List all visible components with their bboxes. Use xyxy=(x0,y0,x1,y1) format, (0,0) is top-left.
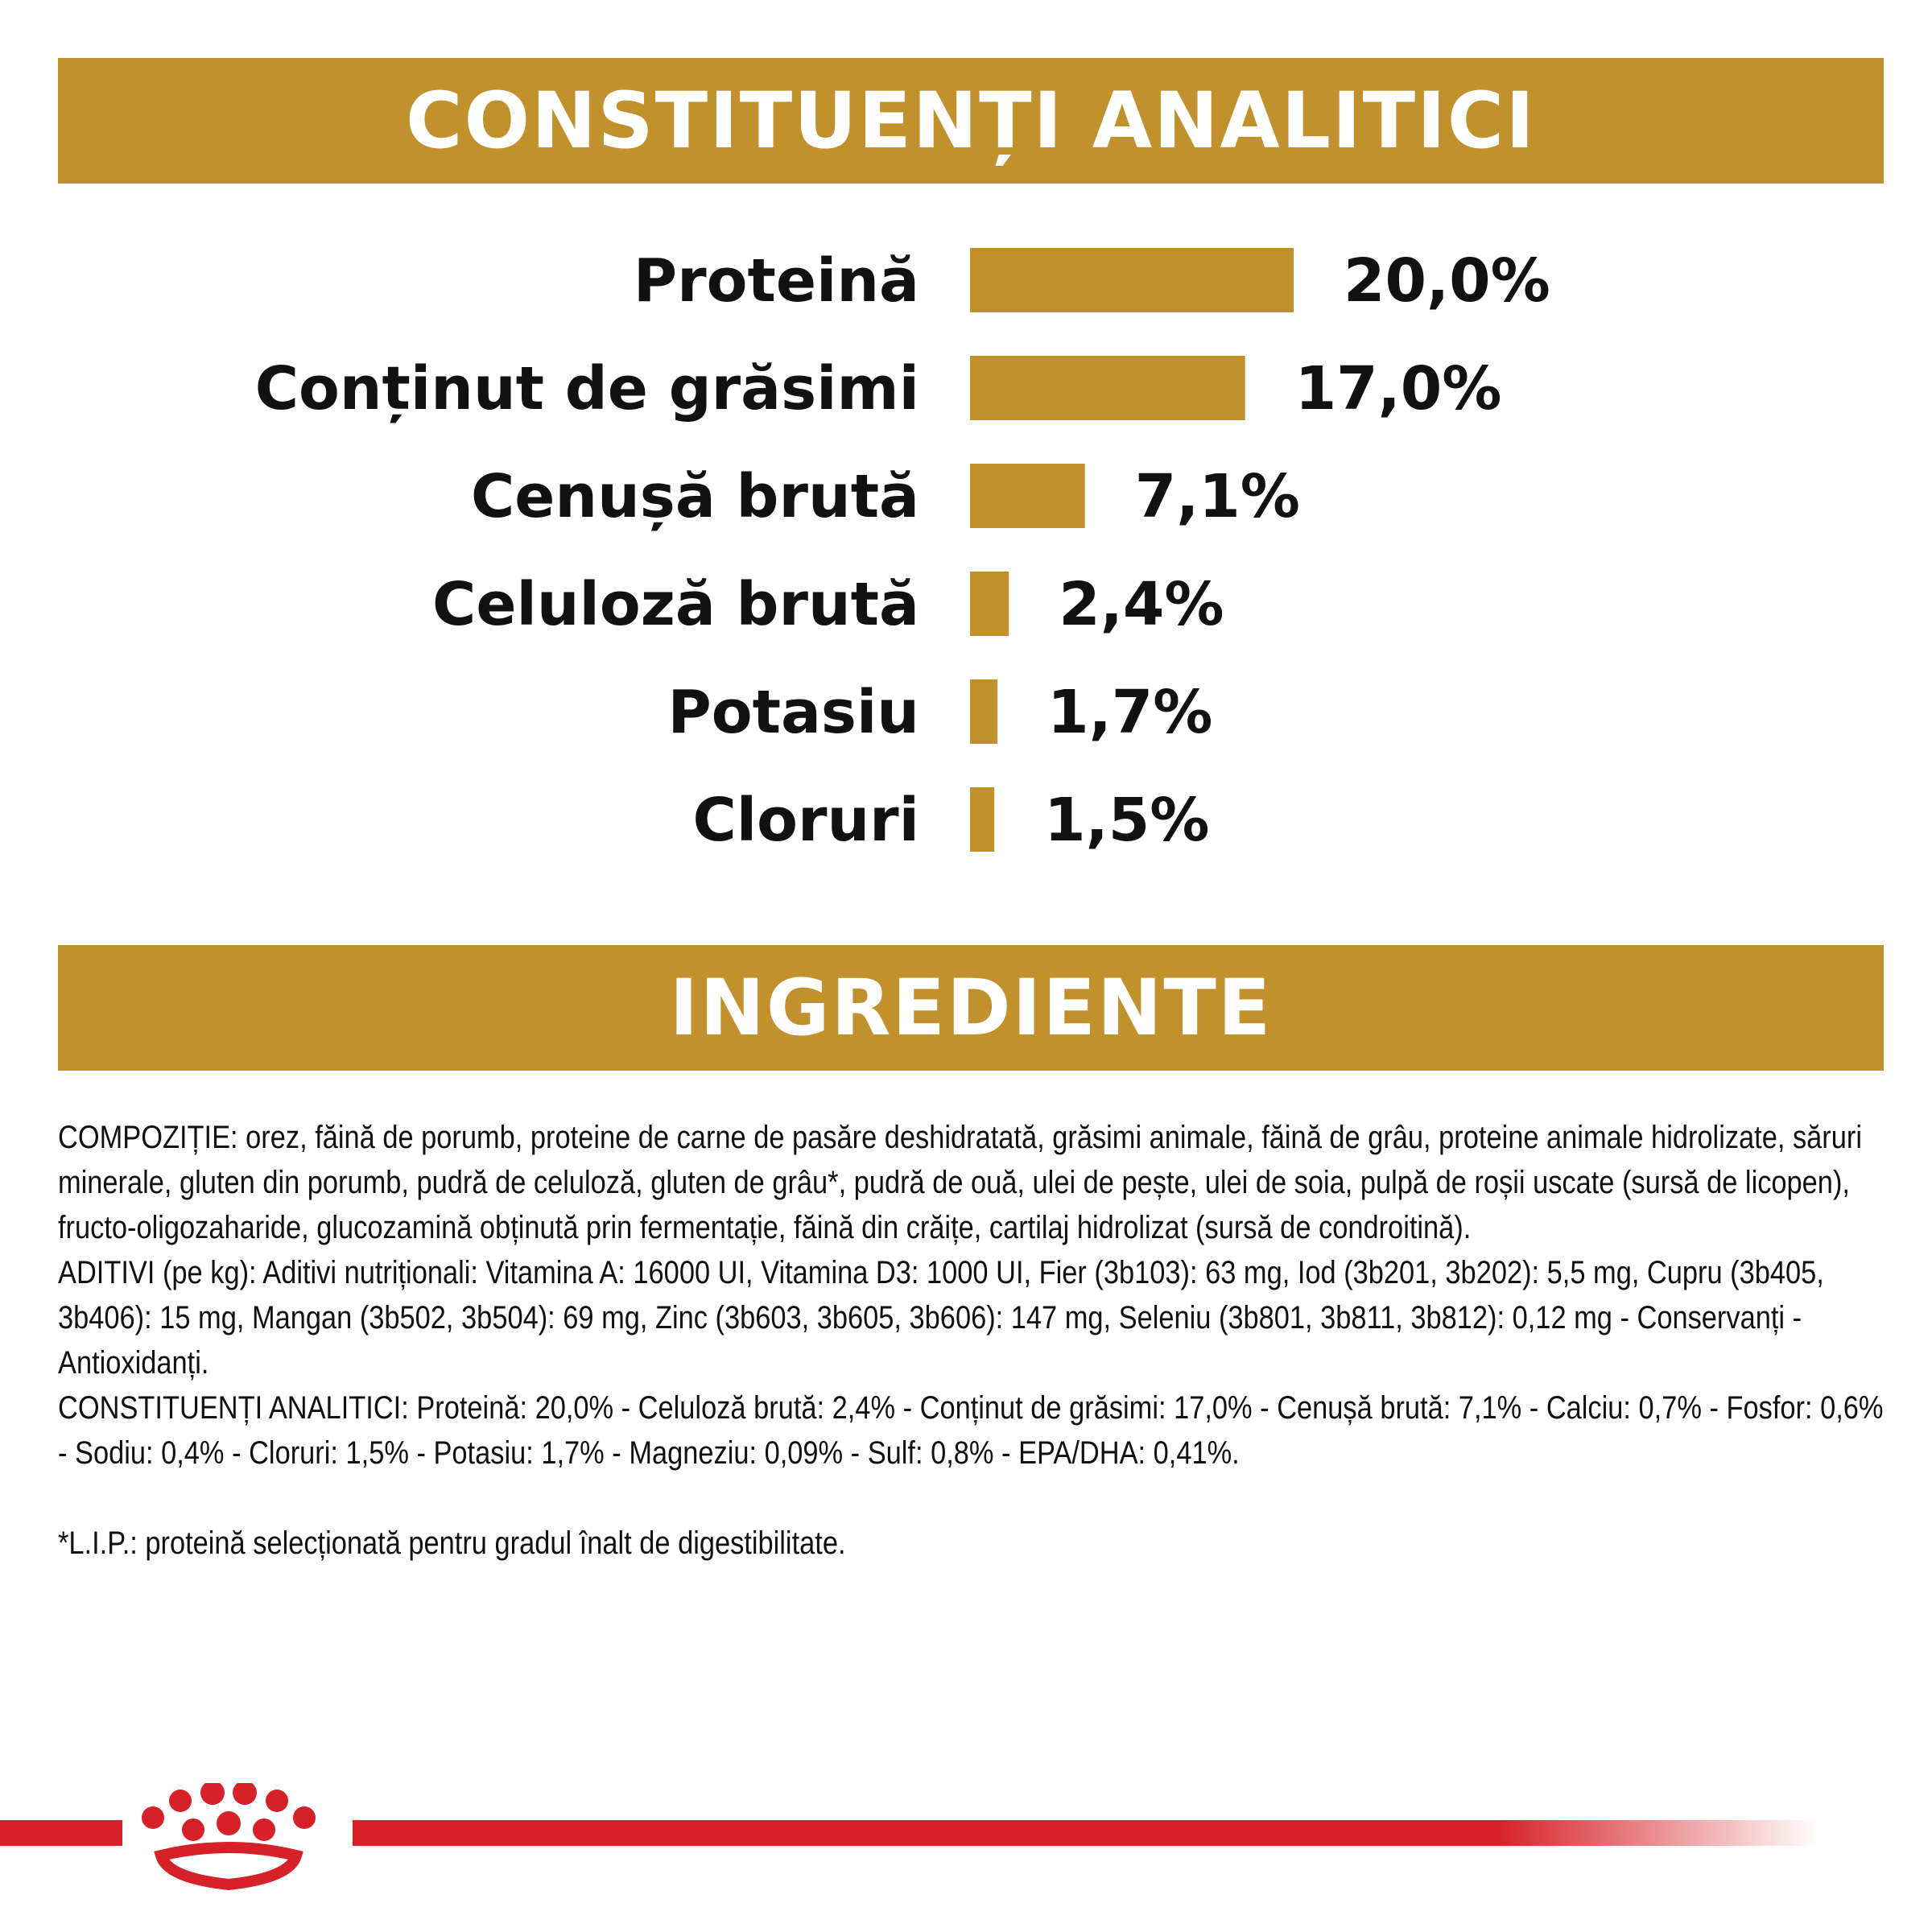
category-label: Proteină xyxy=(633,246,919,316)
analytic-constituents-title: CONSTITUENȚI ANALITICI xyxy=(406,76,1536,166)
crown-logo-icon xyxy=(142,1783,316,1885)
category-label: Potasiu xyxy=(667,678,919,747)
category-label: Conținut de grăsimi xyxy=(254,354,919,423)
nutrient-bar xyxy=(970,356,1245,420)
value-label: 2,4% xyxy=(1059,570,1224,639)
brand-strip xyxy=(0,1783,1932,1896)
nutrient-bar-chart xyxy=(0,225,1932,886)
nutrient-bar xyxy=(970,787,994,852)
composition-text: COMPOZIȚIE: orez, făină de porumb, proteine de carne de pasăre deshidratată, grăsimi animale, făină de grâu, proteine animale hidrolizate, săruri minerale, gluten din porumb, pudră de celuloză, gluten de grâu*, pudră de ouă, ulei de pește, ulei de soia, pulpă de roșii uscate (sursă de licopen), fructo-oligozaharide, glucozamină obținută prin fermentație, făină din crăițe, cartilaj hidrolizat (sursă de condroitină). xyxy=(58,1120,1862,1245)
ingredients-text-block xyxy=(58,1115,1885,1566)
ingredients-title: INGREDIENTE xyxy=(669,963,1273,1053)
value-label: 7,1% xyxy=(1134,462,1300,531)
ingredients-header xyxy=(58,945,1884,1071)
value-label: 20,0% xyxy=(1344,246,1550,316)
nutrient-bar xyxy=(970,248,1294,312)
lip-footnote: *L.I.P.: proteină selecționată pentru gradul înalt de digestibilitate. xyxy=(58,1525,846,1561)
analytic-constituents-header xyxy=(58,58,1884,184)
category-label: Celuloză brută xyxy=(432,570,919,639)
nutrient-bar xyxy=(970,679,997,744)
nutrient-bar xyxy=(970,464,1085,528)
nutrient-bar xyxy=(970,572,1009,636)
category-label: Cenușă brută xyxy=(470,462,919,531)
additives-text: ADITIVI (pe kg): Aditivi nutriționali: Vitamina A: 16000 UI, Vitamina D3: 1000 UI, Fier (3b103): 63 mg, Iod (3b201, 3b202): 5,5 mg, Cupru (3b405, 3b406): 15 mg, Mangan (3b502, 3b504): 69 mg, Zinc (3b603, 3b605, 3b606): 147 mg, Seleniu (3b801, 3b811, 3b812): 0,12 mg - Conservanți - Antioxidanți. xyxy=(58,1255,1824,1381)
analytic-constituents-text: CONSTITUENȚI ANALITICI: Proteină: 20,0% - Celuloză brută: 2,4% - Conținut de grăsimi: 17,0% - Cenușă brută: 7,1% - Calciu: 0,7% - Fosfor: 0,6% - Sodiu: 0,4% - Cloruri: 1,5% - Potasiu: 1,7% - Magneziu: 0,09% - Sulf: 0,8% - EPA/DHA: 0,41%. xyxy=(58,1390,1884,1471)
brand-stripe-left xyxy=(0,1820,122,1846)
brand-stripe-right xyxy=(353,1820,1819,1846)
category-label: Cloruri xyxy=(692,786,919,855)
value-label: 1,7% xyxy=(1047,678,1213,747)
value-label: 17,0% xyxy=(1294,354,1502,423)
value-label: 1,5% xyxy=(1044,786,1210,855)
